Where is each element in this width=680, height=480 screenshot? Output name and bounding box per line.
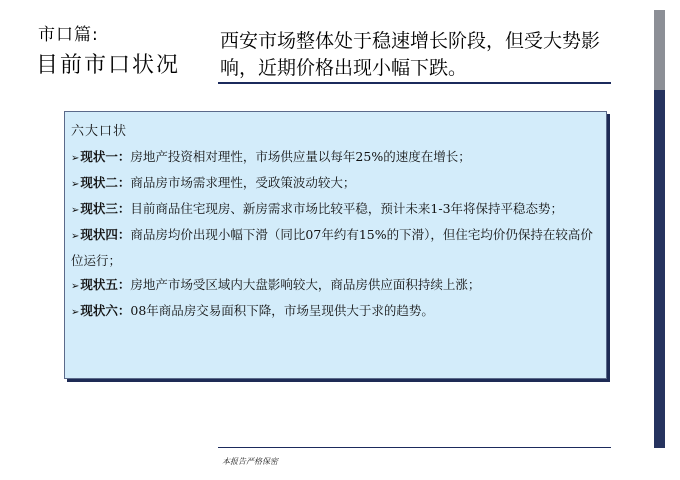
header-divider [218,82,611,84]
item-text: 商品房市场需求理性，受政策波动较大； [130,175,356,190]
item-label: 现状二： [80,175,131,190]
item-text: 房地产市场受区域内大盘影响较大，商品房供应面积持续上涨； [130,277,481,292]
list-item-2 [71,171,596,197]
item-text: 08年商品房交易面积下降，市场呈现供大于求的趋势。 [130,303,434,318]
item-label: 现状一： [80,149,131,164]
arrow-bullet-icon: ➢ [71,179,80,190]
item-label: 现状五： [80,277,131,292]
list-item-1 [71,145,596,171]
footer-divider [218,447,611,448]
item-text: 商品房均价出现小幅下滑（同比07年约有15%的下滑），但住宅均价仍保持在较高价位运行； [71,227,593,268]
headline: 西安市场整体处于稳速增长阶段，但受大势影响，近期价格出现小幅下跌。 [220,30,601,79]
arrow-bullet-icon: ➢ [71,231,80,242]
list-item-5 [71,273,596,299]
item-label: 现状六： [80,303,131,318]
section-label: 市口篇: [38,25,99,45]
section-title: 目前市口状况 [36,53,181,78]
right-accent-bar-top [654,10,665,90]
item-text: 房地产投资相对理性，市场供应量以每年25%的速度在增长； [130,149,471,164]
list-item-3 [71,197,596,223]
box-heading: 六大口状 [71,124,128,139]
arrow-bullet-icon: ➢ [71,153,80,164]
arrow-bullet-icon: ➢ [71,307,80,318]
footer-confidential-note: 本报告严格保密 [222,457,278,466]
content-box [64,111,607,379]
item-label: 现状三： [80,201,131,216]
arrow-bullet-icon: ➢ [71,205,80,216]
item-text: 目前商品住宅现房、新房需求市场比较平稳，预计未来1-3年将保持平稳态势； [130,201,564,216]
item-label: 现状四： [80,227,131,242]
list-item-6 [71,299,596,325]
list-item-4 [71,223,596,273]
arrow-bullet-icon: ➢ [71,281,80,292]
